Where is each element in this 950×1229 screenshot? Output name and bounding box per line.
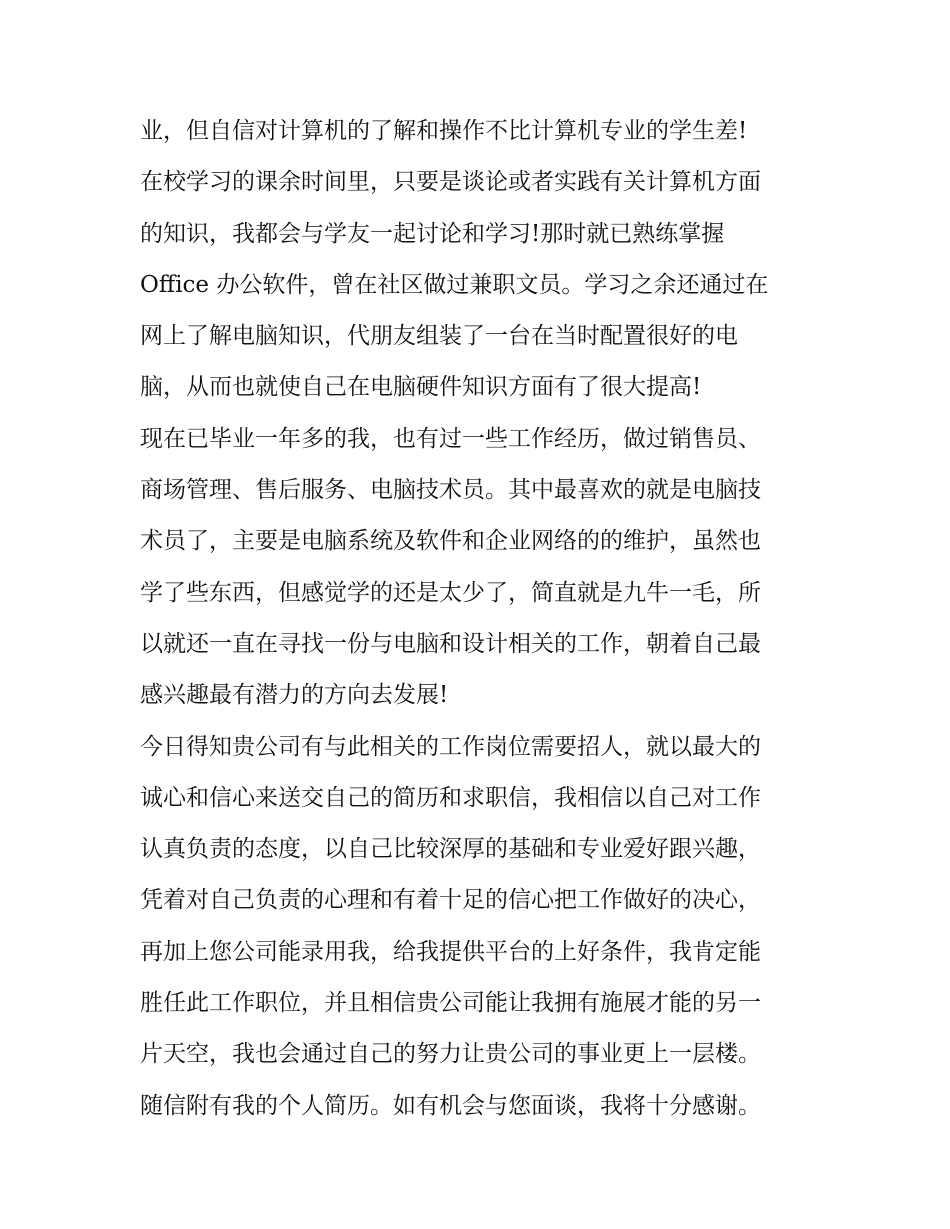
text-line: 胜任此工作职位，并且相信贵公司能让我拥有施展才能的另一: [140, 990, 761, 1017]
text-line: 脑，从而也就使自己在电脑硬件知识方面有了很大提高!: [140, 374, 702, 401]
text-line: 业，但自信对计算机的了解和操作不比计算机专业的学生差!: [140, 118, 748, 144]
text-line: 感兴趣最有潜力的方向去发展!: [140, 682, 449, 709]
text-line: 的知识，我都会与学友一起讨论和学习!那时就已熟练掌握: [140, 220, 725, 247]
text-line: 今日得知贵公司有与此相关的工作岗位需要招人，就以最大的: [140, 733, 761, 760]
text-line: 诚心和信心来送交自己的简历和求职信，我相信以自己对工作: [140, 784, 761, 811]
text-line: 认真负责的态度，以自己比较深厚的基础和专业爱好跟兴趣，: [140, 836, 761, 863]
letter-body: [140, 106, 820, 1132]
text-line: 商场管理、售后服务、电脑技术员。其中最喜欢的就是电脑技: [140, 477, 761, 504]
text-line: 凭着对自己负责的心理和有着十足的信心把工作做好的决心，: [140, 887, 761, 914]
text-line: 学了些东西，但感觉学的还是太少了，简直就是九牛一毛，所: [140, 579, 761, 606]
text-line: 网上了解电脑知识，代朋友组装了一台在当时配置很好的电: [140, 323, 738, 350]
text-line: 在校学习的课余时间里，只要是谈论或者实践有关计算机方面: [140, 169, 761, 196]
text-line: 随信附有我的个人简历。如有机会与您面谈，我将十分感谢。: [140, 1092, 761, 1119]
text-line: 现在已毕业一年多的我，也有过一些工作经历，做过销售员、: [140, 425, 761, 452]
text-line: 术员了，主要是电脑系统及软件和企业网络的的维护，虽然也: [140, 528, 761, 555]
text-line: 片天空，我也会通过自己的努力让贵公司的事业更上一层楼。: [140, 1041, 761, 1068]
text-line: 再加上您公司能录用我，给我提供平台的上好条件，我肯定能: [140, 938, 761, 965]
text-line: 以就还一直在寻找一份与电脑和设计相关的工作，朝着自己最: [140, 630, 761, 657]
text-line: Office 办公软件，曾在社区做过兼职文员。学习之余还通过在: [140, 271, 769, 298]
